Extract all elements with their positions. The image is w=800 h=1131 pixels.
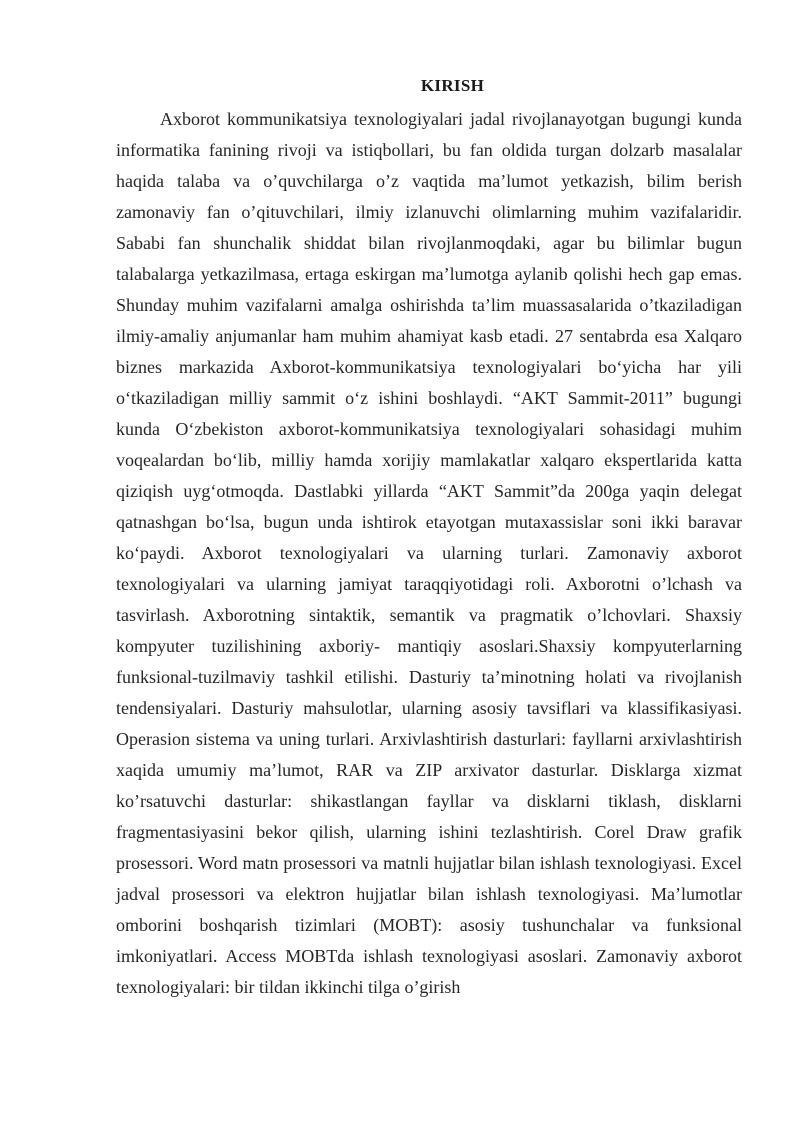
page-title: KIRISH [420,76,485,95]
body-paragraph: Axborot kommunikatsiya texnologiyalari jadal rivojlanayotgan bugungi kunda informatika fanining rivoji va istiqbollari, bu fan oldida turgan dolzarb masalalar haqida talaba va o’quvchilarga o’z vaqtida ma’lumot yetkazish, bilim berish zamonaviy fan o’qituvchilari, ilmiy izlanuvchi olimlarning muhim vazifalaridir. Sababi fan shunchalik shiddat bilan rivojlanmoqdaki, agar bu bilimlar bugun talabalarga yetkazilmasa, ertaga eskirgan ma’lumotga aylanib qolishi hech gap emas. Shunday muhim vazifalarni amalga oshirishda ta’lim muassasalarida o’tkaziladigan ilmiy-amaliy anjumanlar ham muhim ahamiyat kasb etadi. 27 sentabrda esa Xalqaro biznes markazida Axborot-kommunikatsiya texnologiyalari bo‘yicha har yili o‘tkaziladigan milliy sammit o‘z ishini boshlaydi. “AKT Sammit-2011” bugungi kunda O‘zbekiston axborot-kommunikatsiya texnologiyalari sohasidagi muhim voqealardan bo‘lib, milliy hamda xorijiy mamlakatlar xalqaro ekspertlarida katta qiziqish uyg‘otmoqda. Dastlabki yillarda “AKT Sammit”da 200ga yaqin delegat qatnashgan bo‘lsa, bugun unda ishtirok etayotgan mutaxassislar soni ikki baravar ko‘paydi. Axborot texnologiyalari va ularning turlari. Zamonaviy axborot texnologiyalari va ularning jamiyat taraqqiyotidagi roli. Axborotni o’lchash va tasvirlash. Axborotning sintaktik, semantik va pragmatik o’lchovlari. Shaxsiy kompyuter tuzilishining axboriy- mantiqiy asoslari.Shaxsiy kompyuterlarning funksional-tuzilmaviy tashkil etilishi. Dasturiy ta’minotning holati va rivojlanish tendensiyalari. Dasturiy mahsulotlar, ularning asosiy tavsiflari va klassifikasiyasi. Operasion sistema va uning turlari. Arxivlashtirish dasturlari: fayllarni arxivlashtirish xaqida umumiy ma’lumot, RAR va ZIP arxivator dasturlar. Disklarga xizmat ko’rsatuvchi dasturlar: shikastlangan fayllar va disklarni tiklash, disklarni fragmentasiyasini bekor qilish, ularning ishini tezlashtirish. Corel Draw grafik prosessori. Word matn prosessori va matnli hujjatlar bilan ishlash texnologiyasi. Excel jadval prosessori va elektron hujjatlar bilan ishlash texnologiyasi. Ma’lumotlar omborini boshqarish tizimlari (MOBT): asosiy tushunchalar va funksional imkoniyatlari. Access MOBTda ishlash texnologiyasi asoslari. Zamonaviy axborot texnologiyalari: bir tildan ikkinchi tilga o’girish [116,109,742,997]
